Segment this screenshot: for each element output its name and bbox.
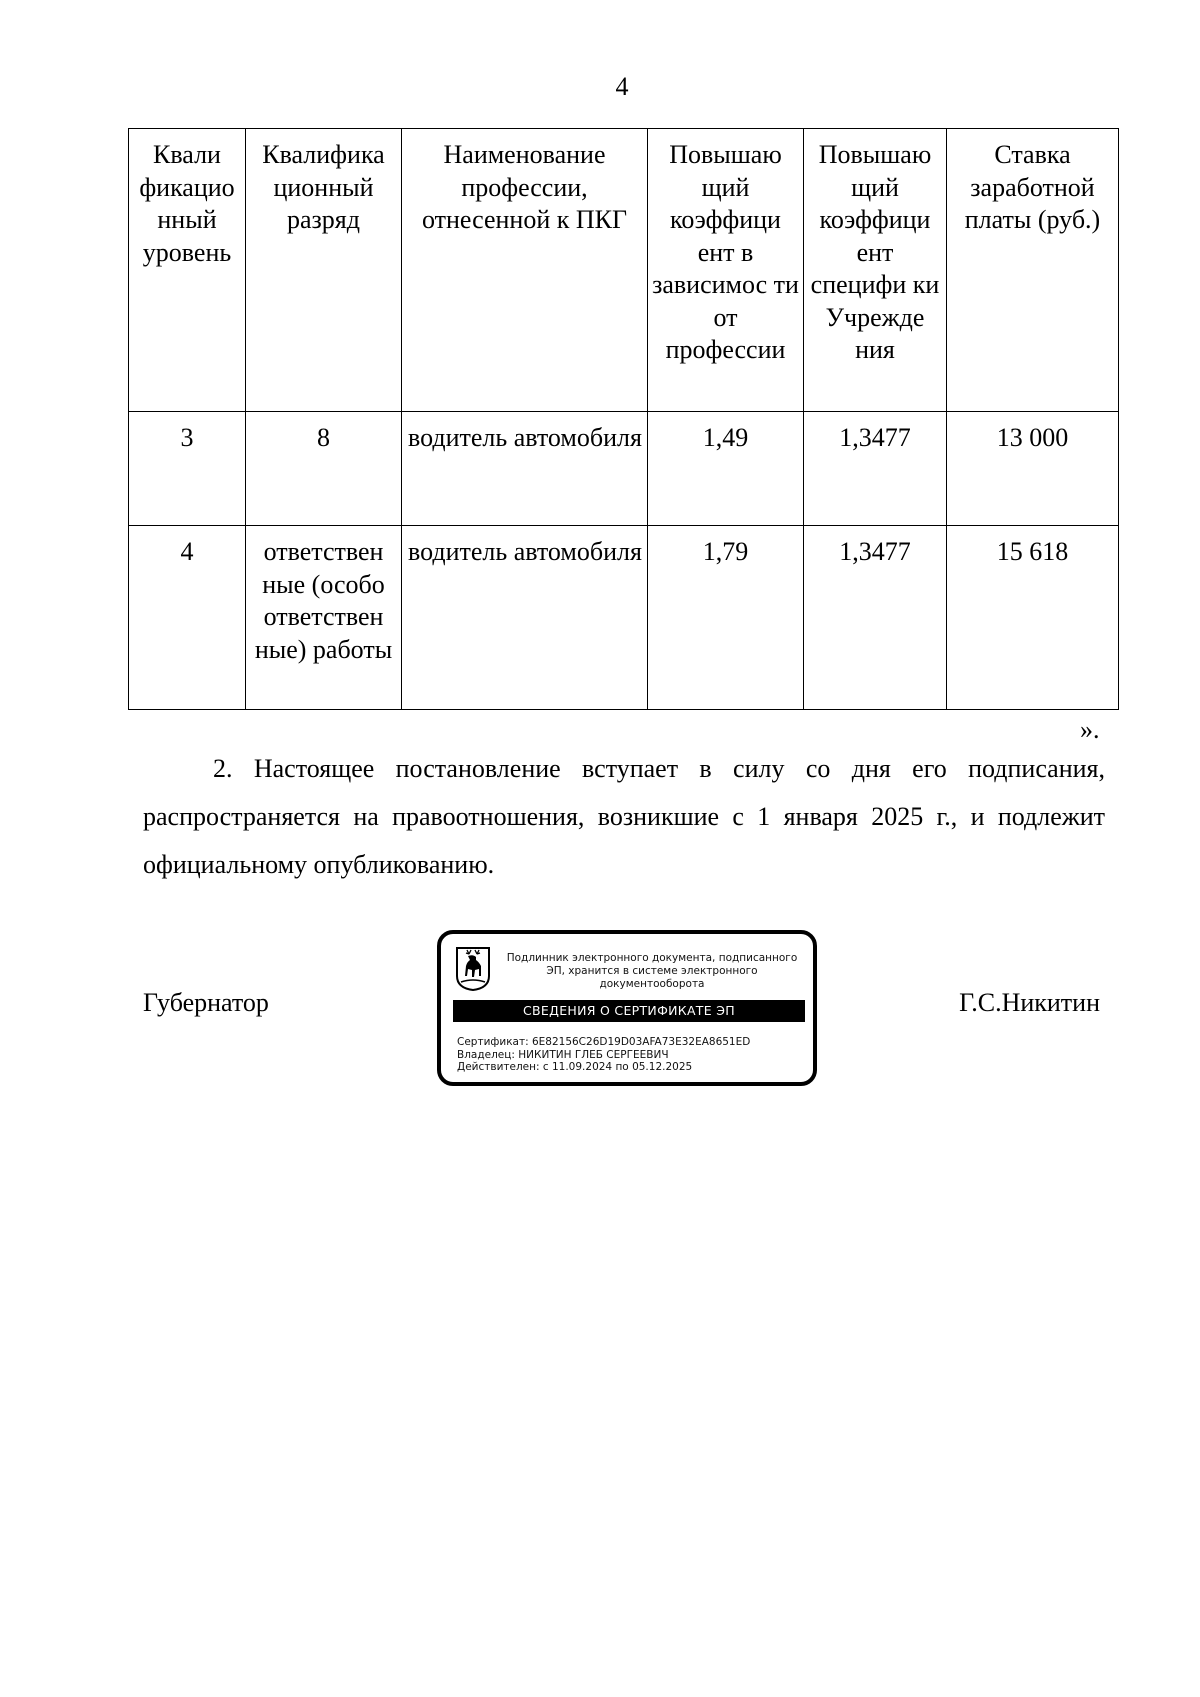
- cell-coef-institution: 1,3477: [804, 412, 947, 526]
- cell-profession: водитель автомобиля: [402, 526, 648, 710]
- cell-coef-profession: 1,49: [648, 412, 804, 526]
- page-number: 4: [615, 72, 629, 101]
- header-profession-name: Наименование профессии, отнесенной к ПКГ: [402, 129, 648, 412]
- header-institution-coefficient: Повышаю щий коэффици ент специфи ки Учрежде ния: [804, 129, 947, 412]
- cell-grade: 8: [246, 412, 402, 526]
- stamp-certificate-owner: Владелец: НИКИТИН ГЛЕБ СЕРГЕЕВИЧ: [457, 1048, 669, 1061]
- cell-rate: 15 618: [947, 526, 1119, 710]
- signatory-title: Губернатор: [143, 988, 269, 1017]
- stamp-certificate-details: [457, 1036, 750, 1074]
- cell-level: 3: [129, 412, 246, 526]
- coat-of-arms-deer-icon: [455, 946, 491, 992]
- header-qualification-level: Квали фикацио нный уровень: [129, 129, 246, 412]
- header-profession-coefficient: Повышаю щий коэффици ент в зависимос ти от профессии: [648, 129, 804, 412]
- stamp-storage-note: Подлинник электронного документа, подписанного ЭП, хранится в системе электронного документооборота: [506, 952, 798, 990]
- cell-profession: водитель автомобиля: [402, 412, 648, 526]
- signatory-name: Г.С.Никитин: [959, 988, 1100, 1017]
- electronic-signature-stamp: [437, 930, 817, 1086]
- closing-quote: ».: [1080, 715, 1100, 744]
- cell-grade: ответствен ные (особо ответствен ные) работы: [246, 526, 402, 710]
- header-salary-rate: Ставка заработной платы (руб.): [947, 129, 1119, 412]
- paragraph-2-text: 2. Настоящее постановление вступает в силу со дня его подписания, распространяется на правоотношения, возникшие с 1 января 2025 г., и подлежит официальному опубликованию.: [143, 754, 1105, 879]
- stamp-certificate-validity: Действителен: с 11.09.2024 по 05.12.2025: [457, 1061, 693, 1073]
- stamp-certificate-number: Сертификат: 6E82156C26D19D03AFA73E32EA8651ED: [457, 1036, 751, 1048]
- header-qualification-grade: Квалифика ционный разряд: [246, 129, 402, 412]
- table-row: [129, 412, 1119, 526]
- cell-level: 4: [129, 526, 246, 710]
- cell-rate: 13 000: [947, 412, 1119, 526]
- cell-coef-institution: 1,3477: [804, 526, 947, 710]
- stamp-certificate-header: СВЕДЕНИЯ О СЕРТИФИКАТЕ ЭП: [453, 1000, 805, 1022]
- salary-table: [128, 128, 1119, 710]
- cell-coef-profession: 1,79: [648, 526, 804, 710]
- table-row: [129, 526, 1119, 710]
- paragraph-2: [143, 745, 1105, 889]
- table-header-row: [129, 129, 1119, 412]
